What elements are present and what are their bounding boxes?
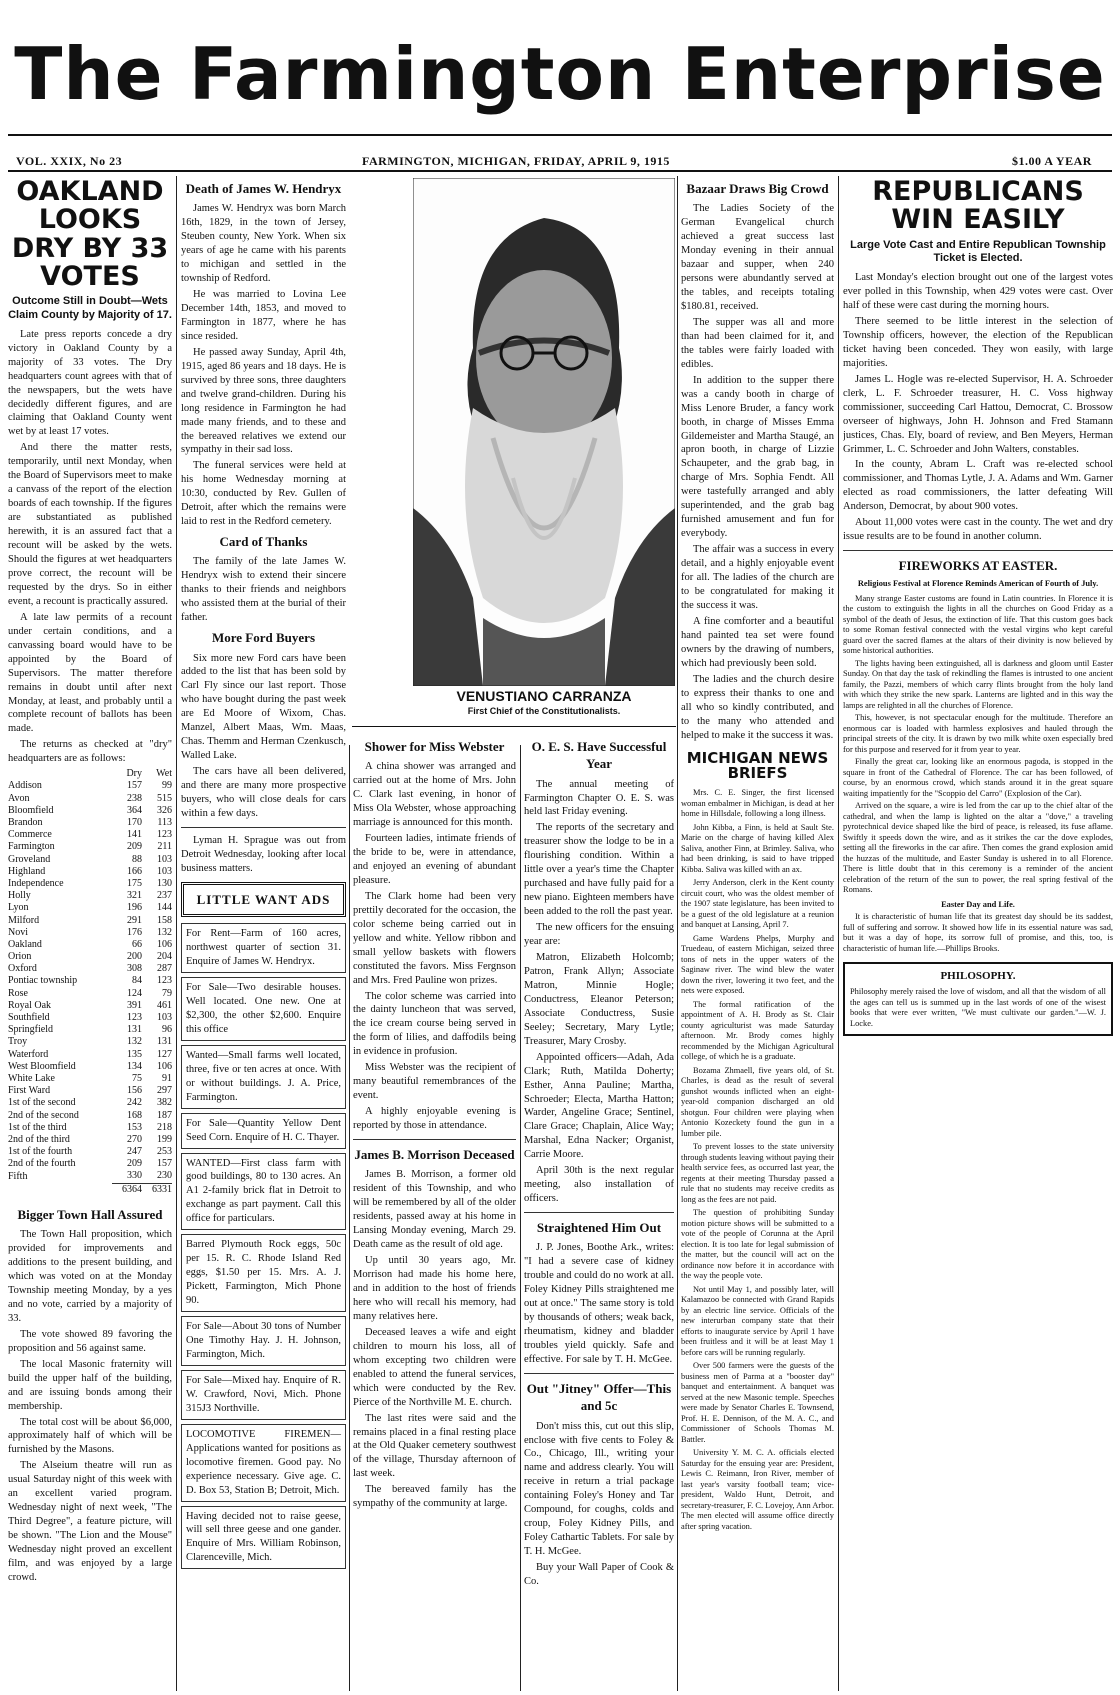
- vote-table-row: [8, 805, 172, 817]
- vote-table-row: [8, 963, 172, 975]
- dry-votes: 200: [127, 951, 142, 963]
- dry-votes: 238: [127, 792, 142, 804]
- divider: [524, 1212, 674, 1213]
- article-paragraph: Deceased leaves a wife and eight children to mourn his loss, all of whom excepting two children were enabled to attend the funeral services, which were conducted by the Rev. Pierce of the Northville M. E. church.: [353, 1326, 516, 1408]
- vote-table-row: [8, 951, 172, 963]
- news-brief: Over 500 farmers were the guests of the business men of Parma at a "booster day" banquet and entertainment. A banquet was served at the new Masonic temple. Speeches were made by Senator Charles E. Townsend, Prof. H. E. Dennison, of the M. A. C., and Commissioner of Schools Thomas M. Battler.: [681, 1361, 834, 1444]
- wet-votes: 96: [162, 1024, 172, 1036]
- wet-votes: 103: [157, 1012, 172, 1024]
- philosophy-box: [843, 962, 1113, 1036]
- wet-votes: 297: [157, 1085, 172, 1097]
- headline-jitney-offer: Out "Jitney" Offer—This and 5c: [526, 1381, 672, 1414]
- article-paragraph: The annual meeting of Farmington Chapter O. E. S. was held last Friday evening.: [524, 778, 674, 818]
- wet-column-header: Wet: [156, 768, 172, 780]
- dry-votes: 330: [127, 1170, 142, 1182]
- info-bar: [12, 150, 1108, 172]
- article-paragraph: The vote showed 89 favoring the proposition and 56 against same.: [8, 1328, 172, 1354]
- vote-table-row: [8, 902, 172, 914]
- township-name: Novi: [8, 926, 28, 938]
- township-name: Groveland: [8, 853, 51, 865]
- township-name: 1st of the second: [8, 1097, 76, 1109]
- wet-votes: 123: [157, 975, 172, 987]
- dry-votes: 321: [127, 890, 142, 902]
- wet-votes: 211: [157, 841, 172, 853]
- township-name: Farmington: [8, 841, 55, 853]
- vote-table-row: [8, 1012, 172, 1024]
- township-name: Troy: [8, 1036, 28, 1048]
- vote-table-row: [8, 1049, 172, 1061]
- want-ad: Barred Plymouth Rock eggs, 50c per 15. R. C. Rhode Island Red eggs, $1.50 per 15. Mrs. A. J. Pickett, Farmington, Mich Phone 90.: [181, 1234, 346, 1312]
- news-brief: The formal ratification of the appointment of A. H. Brody as St. Clair county agriculturist was made Saturday afternoon. Mr. Brody comes highly recommended by the Michigan Agricultural college, of which he is a graduate.: [681, 999, 834, 1061]
- township-name: Fifth: [8, 1170, 28, 1182]
- article-paragraph: The last rites were said and the remains placed in a final resting place at the Old Quaker cemetery southwest of the village, Thursday afternoon of last week.: [353, 1412, 516, 1480]
- headline-republicans: REPUBLICANS WIN EASILY: [872, 178, 1084, 236]
- article-paragraph: The lights having been extinguished, all is darkness and gloom until Easter Sunday. On that day the task of rekindling the flames is intrusted to one ancient family, the Pazzi, members of which carry flints brought from the holy land with which they strike the new spark. Lanterns are lighted and in this way the lamps are relighted in all the churches of Florence.: [843, 658, 1113, 710]
- column-rule: [838, 176, 839, 1691]
- headline-shower-webster: Shower for Miss Webster: [364, 739, 505, 754]
- want-ad: LOCOMOTIVE FIREMEN—Applications wanted for positions as locomotive firemen. Good pay. No experience necessary. Give age. C. D. Box 53, Station B; Detroit, Mich.: [181, 1424, 346, 1502]
- article-paragraph: The Clark home had been very prettily decorated for the occasion, the color scheme being carried out in yellow and white. Yellow ribbon and small yellow baskets with flowers constituted the favors. Miss Fergnson and Mrs. Fred Pauline won prizes.: [353, 890, 516, 986]
- article-paragraph: The total cost will be about $6,000, approximately half of which will be furnished by the Masons.: [8, 1416, 172, 1456]
- article-paragraph: Up until 30 years ago, Mr. Morrison had made his home here, and in addition to the host of friends here who will recall his memory, had many relatives here.: [353, 1255, 516, 1322]
- wet-votes: 79: [162, 987, 172, 999]
- article-paragraph: The local Masonic fraternity will build the upper half of the building, and are issuing bonds among their membership.: [8, 1358, 172, 1412]
- wet-votes: 382: [157, 1097, 172, 1109]
- wet-votes: 103: [157, 865, 172, 877]
- philosophy-title: PHILOSOPHY.: [940, 970, 1016, 983]
- want-ad: WANTED—First class farm with good buildings, 80 to 130 acres. An A1 2-family brick flat in Detroit to exchange as part payment. Call this office for particulars.: [181, 1153, 346, 1231]
- dry-votes: 131: [127, 1024, 142, 1036]
- township-name: Pontiac township: [8, 975, 78, 987]
- article-paragraph: The color scheme was carried into the dainty luncheon that was served, the ice cream course being served in the form of lilies, and daffodils being in evidence in profusion.: [353, 990, 516, 1058]
- vote-table-row: [8, 915, 172, 927]
- dry-votes: 166: [127, 865, 142, 877]
- vote-table-row: [8, 793, 172, 805]
- article-paragraph: Last Monday's election brought out one of the largest votes ever polled in this Township, when 429 votes were cast. Over half of these were cast during the morning hours.: [843, 272, 1113, 311]
- article-paragraph: This, however, is not spectacular enough for the multitude. Therefore an enormous car is loaded with harmless explosives and hauled through the principal streets of the city. It is drawn by two milk white oxen especially bred for this purpose and reserved for it from year to year.: [843, 713, 1113, 754]
- vote-table-row: [8, 1024, 172, 1036]
- article-paragraph: The Alseium theatre will run as usual Saturday night of this week with an excellent varied program. Wednesday night of next week, "The Third Degree", a feature picture, will be shown. "The Lion and the Mouse" Wednesday night proved an excellent film, and was enjoyed by a large crowd.: [8, 1460, 172, 1584]
- portrait-caption-name: VENUSTIANO CARRANZA: [456, 688, 632, 704]
- article-paragraph: It is characteristic of human life that its greatest day should be its saddest, full of suffering and sorrow. It showed how life in its essential nature was sad, but it was a day of hope, its sorrow full of promise, and this, too, is characteristic of human life.—Phillips Brooks.: [843, 912, 1113, 953]
- township-name: Lyon: [8, 902, 29, 914]
- vote-table-row: [8, 1110, 172, 1122]
- want-ad: Having decided not to raise geese, will sell three geese and one gander. Enquire of Mrs. William Robinson, Clarenceville, Mich.: [181, 1506, 346, 1570]
- divider: [843, 550, 1113, 551]
- article-paragraph: The new officers for the ensuing year are:: [524, 922, 674, 948]
- vote-table-row: [8, 780, 172, 792]
- vote-table: [8, 768, 172, 1196]
- township-name: Addison: [8, 780, 42, 792]
- township-name: 1st of the fourth: [8, 1146, 73, 1158]
- divider: [353, 1139, 516, 1140]
- article-paragraph: The funeral services were held at his home Wednesday morning at 10:30, conducted by Rev. Gullen of Detroit, after which the remains were laid to rest in the Redford cemetery.: [181, 460, 346, 528]
- wet-votes: 132: [157, 926, 172, 938]
- want-ad: For Sale—Mixed hay. Enquire of R. W. Crawford, Novi, Mich. Phone 315J3 Northville.: [181, 1370, 346, 1420]
- township-name: Oxford: [8, 963, 37, 975]
- news-brief: Mrs. C. E. Singer, the first licensed woman embalmer in Michigan, is dead at her home in Hillsdale, following a long illness.: [681, 788, 834, 818]
- article-paragraph: A china shower was arranged and carried out at the home of Mrs. John C. Clark last evening, in honor of Miss Ola Webster, whose approaching marriage is announced for this month.: [353, 761, 516, 829]
- want-ad: For Sale—About 30 tons of Number One Timothy Hay. J. H. Johnson, Farmington, Mich.: [181, 1316, 346, 1366]
- column-6: [843, 178, 1113, 1690]
- masthead-title: The Farmington Enterprise: [14, 32, 1106, 116]
- wet-votes: 130: [157, 877, 172, 889]
- want-ad: For Sale—Quantity Yellow Dent Seed Corn. Enquire of H. C. Thayer.: [181, 1113, 346, 1149]
- township-name: Royal Oak: [8, 999, 52, 1011]
- dry-votes: 196: [127, 902, 142, 914]
- dry-votes: 209: [127, 1158, 142, 1170]
- township-name: 2nd of the fourth: [8, 1158, 76, 1170]
- masthead-rule-bottom: [8, 170, 1112, 172]
- column-1: [8, 178, 172, 1690]
- article-paragraph: In addition to the supper there was a candy booth in charge of Miss Lenore Bruder, a fancy work booth, in charge of Misses Emma Gildemeister and Martha Staugé, an apron booth, in charge of Lizzie Schaupeter, and the grab bag, in charge of Mrs. Sophia Fendt. All were tastefully arranged and ably superintended, and the grab bag furnished amusement and fun for everybody.: [681, 374, 834, 540]
- article-paragraph: There seemed to be little interest in the selection of Township officers, however, the election of the Republican ticket having been conceded. They won easily, with large majorities.: [843, 315, 1113, 369]
- wet-votes: 230: [157, 1170, 172, 1182]
- wet-votes: 103: [157, 853, 172, 865]
- township-name: Rose: [8, 987, 28, 999]
- vote-table-row: [8, 975, 172, 987]
- article-paragraph: He was married to Lovina Lee December 14th, 1853, and moved to Farmington in 1877, where he has since resided.: [181, 289, 346, 342]
- dry-votes: 157: [127, 780, 142, 792]
- vote-table-row: [8, 841, 172, 853]
- vote-table-row: [8, 1073, 172, 1085]
- subhead-republicans: Large Vote Cast and Entire Republican Township Ticket is Elected.: [850, 238, 1106, 264]
- article-paragraph: James B. Morrison, a former old resident of this Township, and who will be remembered by all of the older residents, passed away at his home in Lansing Monday evening, March 29. Death came as the result of old age.: [353, 1169, 516, 1251]
- dry-votes: 123: [127, 1012, 142, 1024]
- township-name: 2nd of the second: [8, 1109, 79, 1121]
- dry-votes: 141: [127, 829, 142, 841]
- dry-votes: 364: [127, 804, 142, 816]
- news-briefs-list: [681, 788, 834, 1532]
- article-paragraph: The Town Hall proposition, which provided for improvements and additions to the present building, and which was voted on at the Monday Township meeting Monday, by a yes and no vote, carried by a majority of 33.: [8, 1229, 172, 1324]
- township-name: First Ward: [8, 1085, 51, 1097]
- vote-table-row: [8, 1036, 172, 1048]
- vote-table-row: [8, 1061, 172, 1073]
- column-rule: [349, 745, 350, 1691]
- vote-table-row: [8, 1134, 172, 1146]
- dry-votes: 242: [127, 1097, 142, 1109]
- want-ads-title: LITTLE WANT ADS: [181, 882, 346, 917]
- headline-oakland-dry: OAKLAND LOOKS DRY BY 33 VOTES: [11, 178, 169, 293]
- news-brief: Jerry Anderson, clerk in the Kent county circuit court, who was the oldest member of the 1907 state legislature, has been invited to be a guest of the old legislature at a reunion and banquet at Lansing, April 7.: [681, 878, 834, 929]
- news-brief: Not until May 1, and possibly later, will Kalamazoo be connected with Grand Rapids by an electric line service. Officials of the new interurban company state that their efforts to inaugurate service by April 1 have been fruitless and it will be at least May 1 before cars will be running regularly.: [681, 1284, 834, 1357]
- township-name: Orion: [8, 951, 32, 963]
- divider: [181, 827, 346, 828]
- article-paragraph: The returns as checked at "dry" headquarters are as follows:: [8, 739, 172, 765]
- township-name: Avon: [8, 792, 30, 804]
- article-paragraph: April 30th is the next regular meeting, also installation of officers.: [524, 1165, 674, 1205]
- wet-votes: 99: [162, 780, 172, 792]
- article-paragraph: Don't miss this, cut out this slip, enclose with five cents to Foley & Co., Chicago, Ill., writing your name and address clearly. You will receive in return a trial package containing Foley's Honey and Tar Compound, for coughs, colds and croup, Foley Kidney Pills, and Foley Cathartic Tablets. For sale by T. H. McGee.: [524, 1420, 674, 1558]
- vote-table-row: [8, 878, 172, 890]
- article-paragraph: The family of the late James W. Hendryx wish to extend their sincere thanks to their friends and neighbors who assisted them at the burial of their father.: [181, 556, 346, 624]
- dry-votes: 134: [127, 1060, 142, 1072]
- township-name: Southfield: [8, 1012, 50, 1024]
- vote-table-totals: [8, 1183, 172, 1196]
- article-paragraph: The affair was a success in every detail, and a highly enjoyable event for all. The ladies of the church are to be congratulated for making it the success it was.: [681, 544, 834, 611]
- dry-votes: 156: [127, 1085, 142, 1097]
- vote-table-row: [8, 1097, 172, 1109]
- portrait-rule: [352, 726, 676, 727]
- article-paragraph: Many strange Easter customs are found in Latin countries. In Florence it is the custom to extinguish the lights in all the churches on Good Friday as a symbol of the death of Jesus, the extinction of life. That this custom goes back to some Roman festival connected with the vestal virgins who kept careful guard over the sacred flames at the altars of their divinity is now believed by some historical authorities.: [843, 593, 1113, 656]
- column-2: [181, 176, 346, 1690]
- article-paragraph: Six more new Ford cars have been added to the list that has been sold by Carl Fly since our last report. Those who have bought during the past week are Ed Moore of Wixom, Chas. Manzel, Albert Maas, Wm. Maas, Chas. Themm and Herman Czenkusch, Walled Lake.: [181, 652, 346, 762]
- dry-votes: 291: [127, 914, 142, 926]
- wet-votes: 326: [157, 804, 172, 816]
- article-paragraph: The supper was all and more than had been claimed for it, and the tables were fairly loaded with edibles.: [681, 316, 834, 370]
- philosophy-text: Philosophy merely raised the love of wisdom, and all that the wisdom of all the ages can tell us is summed up in the last words of one of the wisest books that were ever written, "We must cultivate our garden."—W. J. Locke.: [850, 987, 1106, 1028]
- township-name: Independence: [8, 877, 64, 889]
- article-paragraph: The ladies and the church desire to express their thanks to one and all who so kindly contributed, and to the many who attended and helped to make it the success it was.: [681, 673, 834, 741]
- article-paragraph: Arrived on the square, a wire is led from the car up to the chief altar of the cathedral, and when the lamp is lighted on the altar a "dove," a traveling pyrotechnical device shaped like the bird of peace, is released, its fuse aflame. Swiftly it speeds down the wire, and as it strikes the car the dove explodes, setting all the fireworks in the car afire. Then comes the grand explosion amid the huzzas of the multitude, and Easter Sunday is ushered in to all Florence. There is little doubt that in this ceremony is a reminder of the ancient celebration of the return of the sun to power, the real spring festival of the Romans.: [843, 801, 1113, 895]
- divider: [524, 1373, 674, 1374]
- dry-votes: 153: [127, 1121, 142, 1133]
- headline-straightened: Straightened Him Out: [536, 1220, 662, 1236]
- article-paragraph: The Ladies Society of the German Evangelical church achieved a great success last Monday evening in their annual bazaar and supper, when 240 persons were abundantly served at the tables, and receipts totaling $180.81, received.: [681, 203, 834, 312]
- dry-votes: 391: [127, 999, 142, 1011]
- article-paragraph: James W. Hendryx was born March 16th, 1829, in the town of Jersey, Steuben county, New York. When six years of age he came with his parents to michigan and settled in the township of Redford.: [181, 203, 346, 285]
- headline-hendryx-death: Death of James W. Hendryx: [185, 181, 342, 196]
- township-name: White Lake: [8, 1072, 55, 1084]
- township-name: Waterford: [8, 1048, 49, 1060]
- portrait-image: [413, 178, 675, 686]
- wet-votes: 237: [157, 890, 172, 902]
- headline-ford-buyers: More Ford Buyers: [211, 630, 316, 646]
- township-name: West Bloomfield: [8, 1060, 76, 1072]
- headline-card-of-thanks: Card of Thanks: [219, 534, 308, 550]
- vote-table-row: [8, 1122, 172, 1134]
- column-5: [681, 176, 834, 1690]
- vote-table-row: [8, 829, 172, 841]
- news-brief: Bozama Zhmaell, five years old, of St. Charles, is dead as the result of several gunshot wounds inflicted when an eight-year-old companion discharged an old shotgun. Four children were playing when Antonio Kozeckety found the gun in a lumber pile.: [681, 1065, 834, 1138]
- dry-votes: 66: [132, 938, 142, 950]
- vote-table-row: [8, 854, 172, 866]
- news-brief: John Kibba, a Finn, is held at Sault Ste. Marie on the charge of having killed Alex Saliva, another Finn, at Brimley. Saliva, who had been drinking, is said to have tripped Kibba. Saliva was killed with an ax.: [681, 822, 834, 874]
- wet-votes: 131: [157, 1036, 172, 1048]
- article-paragraph: And there the matter rests, temporarily, until next Monday, when the Board of Supervisors meet to make a canvass of the report of the election boards of each township. If the figures are substantiated as published herewith, it is an assured fact that a recount will be asked by the wets. Should the figures at wet headquarters prove correct, the recount will be requested by the drys. So in either event, a recount is practically assured.: [8, 442, 172, 607]
- portrait-caption-subtitle: First Chief of the Constitutionalists.: [467, 706, 621, 716]
- dry-total: 6364: [112, 1183, 142, 1196]
- dry-votes: 170: [127, 817, 142, 829]
- vote-table-row: [8, 1170, 172, 1183]
- vote-table-row: [8, 890, 172, 902]
- want-ad: Wanted—Small farms well located, three, five or ten acres at once. With or without buildings. J. A. Price, Farmington.: [181, 1045, 346, 1109]
- township-name: Springfield: [8, 1024, 53, 1036]
- dry-votes: 75: [132, 1072, 142, 1084]
- article-paragraph: J. P. Jones, Boothe Ark., writes: "I had a severe case of kidney trouble and could do no work at all. Foley Kidney Pills straightened me out at once." The same story is told by thousands of others; weak back, rheumatism, kidney and bladder troubles yield quickly. Safe and effective. For sale by T. H. McGee.: [524, 1242, 674, 1366]
- volume-number: VOL. XXIX, No 23: [16, 154, 123, 168]
- wet-votes: 199: [157, 1133, 172, 1145]
- dry-votes: 175: [127, 877, 142, 889]
- vote-table-row: [8, 988, 172, 1000]
- article-paragraph: The cars have all been delivered, and there are many more prospective buyers, who will close deals for cars within a few days.: [181, 766, 346, 820]
- news-brief: University Y. M. C. A. officials elected Saturday for the ensuing year are: President, Lewis C. Reimann, Iron River, member of last year's varsity football team; vice-president, Waldo Hunt, Detroit, and secretary-treasurer, F. C. Lovejoy, Ann Arbor. The men elected will assume office directly after spring vacation.: [681, 1448, 834, 1531]
- wet-votes: 123: [157, 829, 172, 841]
- wet-votes: 287: [157, 963, 172, 975]
- wet-votes: 218: [157, 1121, 172, 1133]
- news-brief: The question of prohibiting Sunday motion picture shows will be submitted to a vote of the people of Corunna at the April election. It is too late for legal submission of the matter, but the council will act on the ordinance now before it in accordance with the way the people vote.: [681, 1208, 834, 1280]
- headline-easter-life: Easter Day and Life.: [941, 899, 1015, 909]
- news-brief: Game Wardens Phelps, Murphy and Truedeau, of eastern Michigan, seized three tons of nets in the upper waters of the Saginaw river. The wind blew the water down the river, lowering it two feet, and the nets were exposed.: [681, 933, 834, 995]
- vote-table-row: [8, 1085, 172, 1097]
- article-paragraph: Finally the great car, looking like an enormous pagoda, is stopped in the square in front of the Cathedral of Florence. The car has been followed, of course, by an enormous crowd, which stands around it in the great square waiting impatiently for the "Scoppio del Carro" (Explosion of the Car).: [843, 757, 1113, 798]
- column-rule: [520, 745, 521, 1691]
- dry-votes: 247: [127, 1146, 142, 1158]
- vote-table-row: [8, 1146, 172, 1158]
- article-paragraph: A fine comforter and a beautiful hand painted tea set were found owners by the drawing of numbers, which had previously been sold.: [681, 615, 834, 669]
- township-name: Oakland: [8, 938, 42, 950]
- want-ad: For Rent—Farm of 160 acres, northwest quarter of section 31. Enquire of James W. Hendryx.: [181, 923, 346, 973]
- wet-votes: 91: [162, 1072, 172, 1084]
- vote-table-row: [8, 927, 172, 939]
- wet-votes: 106: [157, 938, 172, 950]
- column-3: [353, 734, 516, 1690]
- dry-votes: 84: [132, 975, 142, 987]
- dry-column-header: Dry: [126, 768, 142, 780]
- column-4: [524, 734, 674, 1690]
- township-name: Holly: [8, 890, 31, 902]
- headline-fireworks: FIREWORKS AT EASTER.: [898, 558, 1058, 574]
- article-paragraph: A highly enjoyable evening is reported by those in attendance.: [353, 1106, 516, 1132]
- township-name: 1st of the third: [8, 1121, 67, 1133]
- article-paragraph: In the county, Abram L. Craft was re-elected school commissioner, and Thomas Lytle, J. A. Adams and Wm. Garner elected as road commissioners, the latter defeating Will Anderson, Democrat, by about 900 votes.: [843, 459, 1113, 513]
- article-paragraph: Buy your Wall Paper of Cook & Co.: [524, 1562, 674, 1588]
- vote-table-row: [8, 1158, 172, 1170]
- headline-oes: O. E. S. Have Successful Year: [531, 739, 667, 772]
- dry-votes: 132: [127, 1036, 142, 1048]
- township-name: Brandon: [8, 817, 43, 829]
- article-paragraph: Fourteen ladies, intimate friends of the bride to be, were in attendance, and enjoyed an evening of abundant pleasure.: [353, 833, 516, 886]
- vote-table-row: [8, 866, 172, 878]
- vote-table-row: [8, 817, 172, 829]
- want-ad: For Sale—Two desirable houses. Well located. One new. One at $2,300, the other $2,600. Enquire this office: [181, 977, 346, 1041]
- dry-votes: 124: [127, 987, 142, 999]
- vote-table-header: [8, 768, 172, 780]
- subhead-fireworks: Religious Festival at Florence Reminds American of Fourth of July.: [857, 579, 1099, 589]
- township-name: Commerce: [8, 829, 52, 841]
- wet-votes: 187: [157, 1109, 172, 1121]
- article-paragraph: Lyman H. Sprague was out from Detroit Wednesday, looking after local business matters.: [181, 834, 346, 874]
- dry-votes: 88: [132, 853, 142, 865]
- wet-votes: 158: [157, 914, 172, 926]
- wet-votes: 157: [157, 1158, 172, 1170]
- article-paragraph: The reports of the secretary and treasurer show the lodge to be in a flourishing condition. Within a little over a year's time the Chapter purchased and have fully paid for a new piano. Eighteen members have been added to the roll the past year.: [524, 822, 674, 918]
- township-name: 2nd of the third: [8, 1133, 70, 1145]
- township-name: Highland: [8, 865, 46, 877]
- want-ads-list: [181, 923, 346, 1569]
- wet-votes: 515: [157, 792, 172, 804]
- dry-votes: 135: [127, 1048, 142, 1060]
- column-rule: [176, 176, 177, 1691]
- masthead-rule-top: [8, 134, 1112, 136]
- vote-table-row: [8, 939, 172, 951]
- article-paragraph: Matron, Elizabeth Holcomb; Patron, Frank Allyn; Associate Matron, Minnie Hogle; Conductress, Eleanor Peterson; Associate Conductress, Susie Seeley; Secretary, Mary Lytle; Treasurer, Mary Crosby.: [524, 952, 674, 1047]
- headline-michigan-briefs: MICHIGAN NEWS BRIEFS: [686, 748, 829, 783]
- article-paragraph: About 11,000 votes were cast in the county. The wet and dry issue results are to be found in another column.: [843, 517, 1113, 543]
- subhead-oakland: Outcome Still in Doubt—Wets Claim County by Majority of 17.: [8, 295, 172, 321]
- dry-votes: 308: [127, 963, 142, 975]
- wet-votes: 461: [157, 999, 172, 1011]
- wet-votes: 127: [157, 1048, 172, 1060]
- headline-town-hall: Bigger Town Hall Assured: [17, 1206, 163, 1222]
- township-name: Bloomfield: [8, 804, 54, 816]
- dry-votes: 209: [127, 841, 142, 853]
- wet-votes: 144: [157, 902, 172, 914]
- news-brief: To prevent losses to the state university through students leaving without paying their health service fees, as occurred last year, the regents at their meeting Thursday passed a rule that no students may receive credits as long as the fees are not paid.: [681, 1142, 834, 1204]
- dry-votes: 270: [127, 1133, 142, 1145]
- wet-total: 6331: [142, 1183, 172, 1196]
- dry-votes: 176: [127, 926, 142, 938]
- wet-votes: 106: [157, 1060, 172, 1072]
- column-rule: [677, 176, 678, 1691]
- township-name: Milford: [8, 914, 40, 926]
- article-paragraph: He passed away Sunday, April 4th, 1915, aged 86 years and 18 days. He is survived by three sons, three daughters and twelve grand-children. During his long residence in Farmington he had made many friends, and to these and the bereaved relatives we extend our sympathy in their sad loss.: [181, 346, 346, 456]
- headline-morrison: James B. Morrison Deceased: [354, 1147, 515, 1163]
- headline-bazaar: Bazaar Draws Big Crowd: [686, 181, 829, 196]
- article-paragraph: Appointed officers—Adah, Ada Clark; Ruth, Matilda Doherty; Esther, Anna Pauline; Martha, Schroeder; Electa, Martha Hatton; Warder, Angeline Grace; Sentinel, Clare Grace; Chaplain, Alice Way; Marshal, Edna Nacker; Organist, Carrie Moore.: [524, 1051, 674, 1161]
- article-paragraph: James L. Hogle was re-elected Supervisor, H. A. Schroeder clerk, L. F. Schroeder treasurer, H. C. Voss highway commissioner, succeeding Carl Hattou, Democrat, C. Brossow overseer of highways, John H. Johnson and Fred Stamann justices, Chas. Ely, board of review, and Ben Meyers, Herman Grimmer, L. C. Schroeder and John Walters, constables.: [843, 373, 1113, 455]
- dry-votes: 168: [127, 1109, 142, 1121]
- article-paragraph: The bereaved family has the sympathy of the community at large.: [353, 1484, 516, 1510]
- wet-votes: 204: [157, 951, 172, 963]
- article-paragraph: Late press reports concede a dry victory in Oakland County by a majority of 33 votes. The Dry headquarters count agrees with that of the newspapers, but the wets have decidedly different figures, and are claiming that Oakland County went wet by at least 17 votes.: [8, 328, 172, 438]
- wet-votes: 113: [157, 817, 172, 829]
- wet-votes: 253: [157, 1146, 172, 1158]
- article-paragraph: A late law permits of a recount under certain conditions, and a canvassing board would have to be appointed by the Board of Supervisors. The matter therefore remains in doubt until after next Monday, at least, and probably until a complete recount of ballots has been made.: [8, 611, 172, 735]
- price: $1.00 A YEAR: [1012, 154, 1092, 168]
- vote-table-row: [8, 1000, 172, 1012]
- article-paragraph: Miss Webster was the recipient of many beautiful remembrances of the event.: [353, 1062, 516, 1102]
- dateline: FARMINGTON, MICHIGAN, FRIDAY, APRIL 9, 1915: [362, 154, 670, 168]
